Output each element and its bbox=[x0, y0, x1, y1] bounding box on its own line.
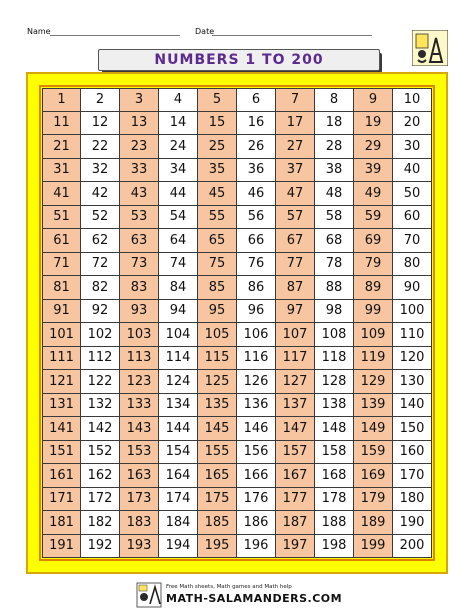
grid-cell: 148 bbox=[315, 417, 354, 441]
grid-cell: 164 bbox=[159, 464, 198, 488]
footer bbox=[136, 582, 356, 608]
grid-cell: 146 bbox=[237, 417, 276, 441]
grid-cell: 106 bbox=[237, 323, 276, 347]
grid-cell: 112 bbox=[81, 347, 120, 371]
grid-cell: 101 bbox=[42, 323, 81, 347]
grid-cell: 99 bbox=[354, 300, 393, 324]
grid-cell: 53 bbox=[120, 206, 159, 230]
grid-cell: 6 bbox=[237, 88, 276, 112]
salamander-logo-icon bbox=[412, 30, 448, 66]
grid-cell: 35 bbox=[198, 159, 237, 183]
grid-cell: 14 bbox=[159, 112, 198, 136]
grid-cell: 29 bbox=[354, 135, 393, 159]
grid-cell: 85 bbox=[198, 276, 237, 300]
grid-cell: 2 bbox=[81, 88, 120, 112]
grid-cell: 49 bbox=[354, 182, 393, 206]
grid-cell: 184 bbox=[159, 511, 198, 535]
grid-cell: 135 bbox=[198, 394, 237, 418]
grid-cell: 149 bbox=[354, 417, 393, 441]
date-label: Date bbox=[195, 27, 215, 36]
chart-frame bbox=[26, 72, 448, 574]
grid-cell: 118 bbox=[315, 347, 354, 371]
grid-cell: 130 bbox=[393, 370, 432, 394]
grid-cell: 182 bbox=[81, 511, 120, 535]
grid-cell: 39 bbox=[354, 159, 393, 183]
grid-cell: 114 bbox=[159, 347, 198, 371]
grid-cell: 32 bbox=[81, 159, 120, 183]
grid-cell: 151 bbox=[42, 441, 81, 465]
grid-cell: 136 bbox=[237, 394, 276, 418]
grid-cell: 155 bbox=[198, 441, 237, 465]
grid-cell: 175 bbox=[198, 488, 237, 512]
grid-cell: 102 bbox=[81, 323, 120, 347]
grid-cell: 141 bbox=[42, 417, 81, 441]
grid-cell: 48 bbox=[315, 182, 354, 206]
grid-cell: 162 bbox=[81, 464, 120, 488]
grid-cell: 124 bbox=[159, 370, 198, 394]
grid-cell: 167 bbox=[276, 464, 315, 488]
grid-cell: 150 bbox=[393, 417, 432, 441]
grid-cell: 186 bbox=[237, 511, 276, 535]
grid-cell: 17 bbox=[276, 112, 315, 136]
grid-cell: 70 bbox=[393, 229, 432, 253]
grid-cell: 165 bbox=[198, 464, 237, 488]
grid-cell: 195 bbox=[198, 535, 237, 559]
grid-cell: 22 bbox=[81, 135, 120, 159]
grid-cell: 59 bbox=[354, 206, 393, 230]
grid-cell: 74 bbox=[159, 253, 198, 277]
grid-cell: 177 bbox=[276, 488, 315, 512]
grid-cell: 18 bbox=[315, 112, 354, 136]
grid-cell: 125 bbox=[198, 370, 237, 394]
grid-cell: 86 bbox=[237, 276, 276, 300]
grid-cell: 170 bbox=[393, 464, 432, 488]
grid-cell: 46 bbox=[237, 182, 276, 206]
grid-cell: 131 bbox=[42, 394, 81, 418]
grid-cell: 81 bbox=[42, 276, 81, 300]
grid-cell: 172 bbox=[81, 488, 120, 512]
grid-cell: 192 bbox=[81, 535, 120, 559]
grid-cell: 68 bbox=[315, 229, 354, 253]
grid-cell: 19 bbox=[354, 112, 393, 136]
grid-cell: 63 bbox=[120, 229, 159, 253]
grid-cell: 178 bbox=[315, 488, 354, 512]
grid-cell: 21 bbox=[42, 135, 81, 159]
grid-cell: 185 bbox=[198, 511, 237, 535]
grid-cell: 160 bbox=[393, 441, 432, 465]
grid-cell: 10 bbox=[393, 88, 432, 112]
grid-cell: 13 bbox=[120, 112, 159, 136]
grid-cell: 58 bbox=[315, 206, 354, 230]
grid-cell: 25 bbox=[198, 135, 237, 159]
grid-cell: 20 bbox=[393, 112, 432, 136]
grid-cell: 77 bbox=[276, 253, 315, 277]
grid-cell: 113 bbox=[120, 347, 159, 371]
grid-cell: 88 bbox=[315, 276, 354, 300]
grid-cell: 31 bbox=[42, 159, 81, 183]
grid-cell: 41 bbox=[42, 182, 81, 206]
grid-cell: 92 bbox=[81, 300, 120, 324]
grid-cell: 169 bbox=[354, 464, 393, 488]
grid-cell: 45 bbox=[198, 182, 237, 206]
grid-cell: 73 bbox=[120, 253, 159, 277]
grid-cell: 132 bbox=[81, 394, 120, 418]
grid-cell: 100 bbox=[393, 300, 432, 324]
grid-cell: 93 bbox=[120, 300, 159, 324]
grid-cell: 98 bbox=[315, 300, 354, 324]
grid-cell: 183 bbox=[120, 511, 159, 535]
grid-cell: 117 bbox=[276, 347, 315, 371]
grid-cell: 174 bbox=[159, 488, 198, 512]
grid-cell: 51 bbox=[42, 206, 81, 230]
grid-cell: 66 bbox=[237, 229, 276, 253]
grid-cell: 38 bbox=[315, 159, 354, 183]
grid-cell: 7 bbox=[276, 88, 315, 112]
grid-cell: 1 bbox=[42, 88, 81, 112]
grid-cell: 104 bbox=[159, 323, 198, 347]
grid-cell: 139 bbox=[354, 394, 393, 418]
grid-cell: 82 bbox=[81, 276, 120, 300]
grid-cell: 145 bbox=[198, 417, 237, 441]
grid-cell: 156 bbox=[237, 441, 276, 465]
number-grid bbox=[42, 88, 432, 558]
grid-cell: 34 bbox=[159, 159, 198, 183]
grid-cell: 119 bbox=[354, 347, 393, 371]
grid-cell: 140 bbox=[393, 394, 432, 418]
grid-cell: 80 bbox=[393, 253, 432, 277]
grid-cell: 168 bbox=[315, 464, 354, 488]
grid-cell: 89 bbox=[354, 276, 393, 300]
grid-cell: 15 bbox=[198, 112, 237, 136]
grid-cell: 127 bbox=[276, 370, 315, 394]
grid-cell: 143 bbox=[120, 417, 159, 441]
grid-cell: 144 bbox=[159, 417, 198, 441]
grid-cell: 133 bbox=[120, 394, 159, 418]
grid-cell: 84 bbox=[159, 276, 198, 300]
grid-cell: 27 bbox=[276, 135, 315, 159]
grid-cell: 60 bbox=[393, 206, 432, 230]
grid-cell: 23 bbox=[120, 135, 159, 159]
grid-cell: 153 bbox=[120, 441, 159, 465]
grid-cell: 5 bbox=[198, 88, 237, 112]
date-line[interactable] bbox=[212, 35, 372, 36]
grid-cell: 157 bbox=[276, 441, 315, 465]
grid-cell: 147 bbox=[276, 417, 315, 441]
grid-cell: 57 bbox=[276, 206, 315, 230]
grid-cell: 40 bbox=[393, 159, 432, 183]
grid-cell: 109 bbox=[354, 323, 393, 347]
grid-cell: 28 bbox=[315, 135, 354, 159]
grid-cell: 64 bbox=[159, 229, 198, 253]
name-line[interactable] bbox=[50, 35, 180, 36]
grid-cell: 171 bbox=[42, 488, 81, 512]
grid-cell: 24 bbox=[159, 135, 198, 159]
grid-cell: 52 bbox=[81, 206, 120, 230]
grid-cell: 62 bbox=[81, 229, 120, 253]
grid-cell: 55 bbox=[198, 206, 237, 230]
footer-tagline: Free Math sheets, Math games and Math help bbox=[166, 584, 292, 590]
grid-cell: 154 bbox=[159, 441, 198, 465]
grid-cell: 61 bbox=[42, 229, 81, 253]
grid-cell: 198 bbox=[315, 535, 354, 559]
grid-cell: 33 bbox=[120, 159, 159, 183]
grid-cell: 3 bbox=[120, 88, 159, 112]
grid-cell: 79 bbox=[354, 253, 393, 277]
grid-cell: 180 bbox=[393, 488, 432, 512]
grid-cell: 97 bbox=[276, 300, 315, 324]
grid-cell: 176 bbox=[237, 488, 276, 512]
footer-brand[interactable]: MATH-SALAMANDERS.COM bbox=[166, 592, 343, 605]
grid-cell: 126 bbox=[237, 370, 276, 394]
grid-cell: 54 bbox=[159, 206, 198, 230]
name-label: Name bbox=[27, 27, 51, 36]
grid-cell: 95 bbox=[198, 300, 237, 324]
grid-cell: 159 bbox=[354, 441, 393, 465]
grid-cell: 76 bbox=[237, 253, 276, 277]
grid-cell: 105 bbox=[198, 323, 237, 347]
grid-cell: 129 bbox=[354, 370, 393, 394]
grid-cell: 8 bbox=[315, 88, 354, 112]
grid-cell: 9 bbox=[354, 88, 393, 112]
grid-cell: 69 bbox=[354, 229, 393, 253]
grid-cell: 65 bbox=[198, 229, 237, 253]
grid-cell: 110 bbox=[393, 323, 432, 347]
grid-cell: 191 bbox=[42, 535, 81, 559]
grid-cell: 116 bbox=[237, 347, 276, 371]
grid-cell: 158 bbox=[315, 441, 354, 465]
grid-cell: 90 bbox=[393, 276, 432, 300]
grid-cell: 12 bbox=[81, 112, 120, 136]
grid-cell: 134 bbox=[159, 394, 198, 418]
grid-cell: 50 bbox=[393, 182, 432, 206]
grid-cell: 190 bbox=[393, 511, 432, 535]
grid-cell: 128 bbox=[315, 370, 354, 394]
grid-cell: 194 bbox=[159, 535, 198, 559]
grid-cell: 163 bbox=[120, 464, 159, 488]
grid-cell: 44 bbox=[159, 182, 198, 206]
grid-cell: 94 bbox=[159, 300, 198, 324]
grid-cell: 166 bbox=[237, 464, 276, 488]
grid-cell: 87 bbox=[276, 276, 315, 300]
grid-cell: 78 bbox=[315, 253, 354, 277]
grid-cell: 196 bbox=[237, 535, 276, 559]
grid-cell: 26 bbox=[237, 135, 276, 159]
grid-cell: 200 bbox=[393, 535, 432, 559]
grid-cell: 189 bbox=[354, 511, 393, 535]
grid-cell: 161 bbox=[42, 464, 81, 488]
grid-cell: 4 bbox=[159, 88, 198, 112]
grid-cell: 103 bbox=[120, 323, 159, 347]
grid-cell: 56 bbox=[237, 206, 276, 230]
grid-cell: 83 bbox=[120, 276, 159, 300]
grid-cell: 16 bbox=[237, 112, 276, 136]
grid-cell: 123 bbox=[120, 370, 159, 394]
grid-cell: 199 bbox=[354, 535, 393, 559]
grid-cell: 91 bbox=[42, 300, 81, 324]
grid-cell: 108 bbox=[315, 323, 354, 347]
grid-cell: 115 bbox=[198, 347, 237, 371]
grid-cell: 30 bbox=[393, 135, 432, 159]
grid-cell: 67 bbox=[276, 229, 315, 253]
grid-cell: 42 bbox=[81, 182, 120, 206]
grid-cell: 75 bbox=[198, 253, 237, 277]
page-title: NUMBERS 1 TO 200 bbox=[98, 49, 380, 71]
grid-cell: 11 bbox=[42, 112, 81, 136]
grid-cell: 71 bbox=[42, 253, 81, 277]
grid-cell: 120 bbox=[393, 347, 432, 371]
grid-cell: 152 bbox=[81, 441, 120, 465]
grid-cell: 188 bbox=[315, 511, 354, 535]
grid-cell: 111 bbox=[42, 347, 81, 371]
grid-cell: 187 bbox=[276, 511, 315, 535]
grid-cell: 72 bbox=[81, 253, 120, 277]
grid-cell: 37 bbox=[276, 159, 315, 183]
grid-cell: 173 bbox=[120, 488, 159, 512]
grid-cell: 181 bbox=[42, 511, 81, 535]
grid-cell: 96 bbox=[237, 300, 276, 324]
grid-cell: 107 bbox=[276, 323, 315, 347]
grid-cell: 36 bbox=[237, 159, 276, 183]
grid-cell: 197 bbox=[276, 535, 315, 559]
grid-cell: 121 bbox=[42, 370, 81, 394]
grid-cell: 179 bbox=[354, 488, 393, 512]
grid-cell: 137 bbox=[276, 394, 315, 418]
grid-cell: 193 bbox=[120, 535, 159, 559]
grid-cell: 43 bbox=[120, 182, 159, 206]
grid-cell: 47 bbox=[276, 182, 315, 206]
grid-cell: 138 bbox=[315, 394, 354, 418]
grid-cell: 122 bbox=[81, 370, 120, 394]
grid-cell: 142 bbox=[81, 417, 120, 441]
salamander-footer-icon bbox=[136, 582, 162, 608]
